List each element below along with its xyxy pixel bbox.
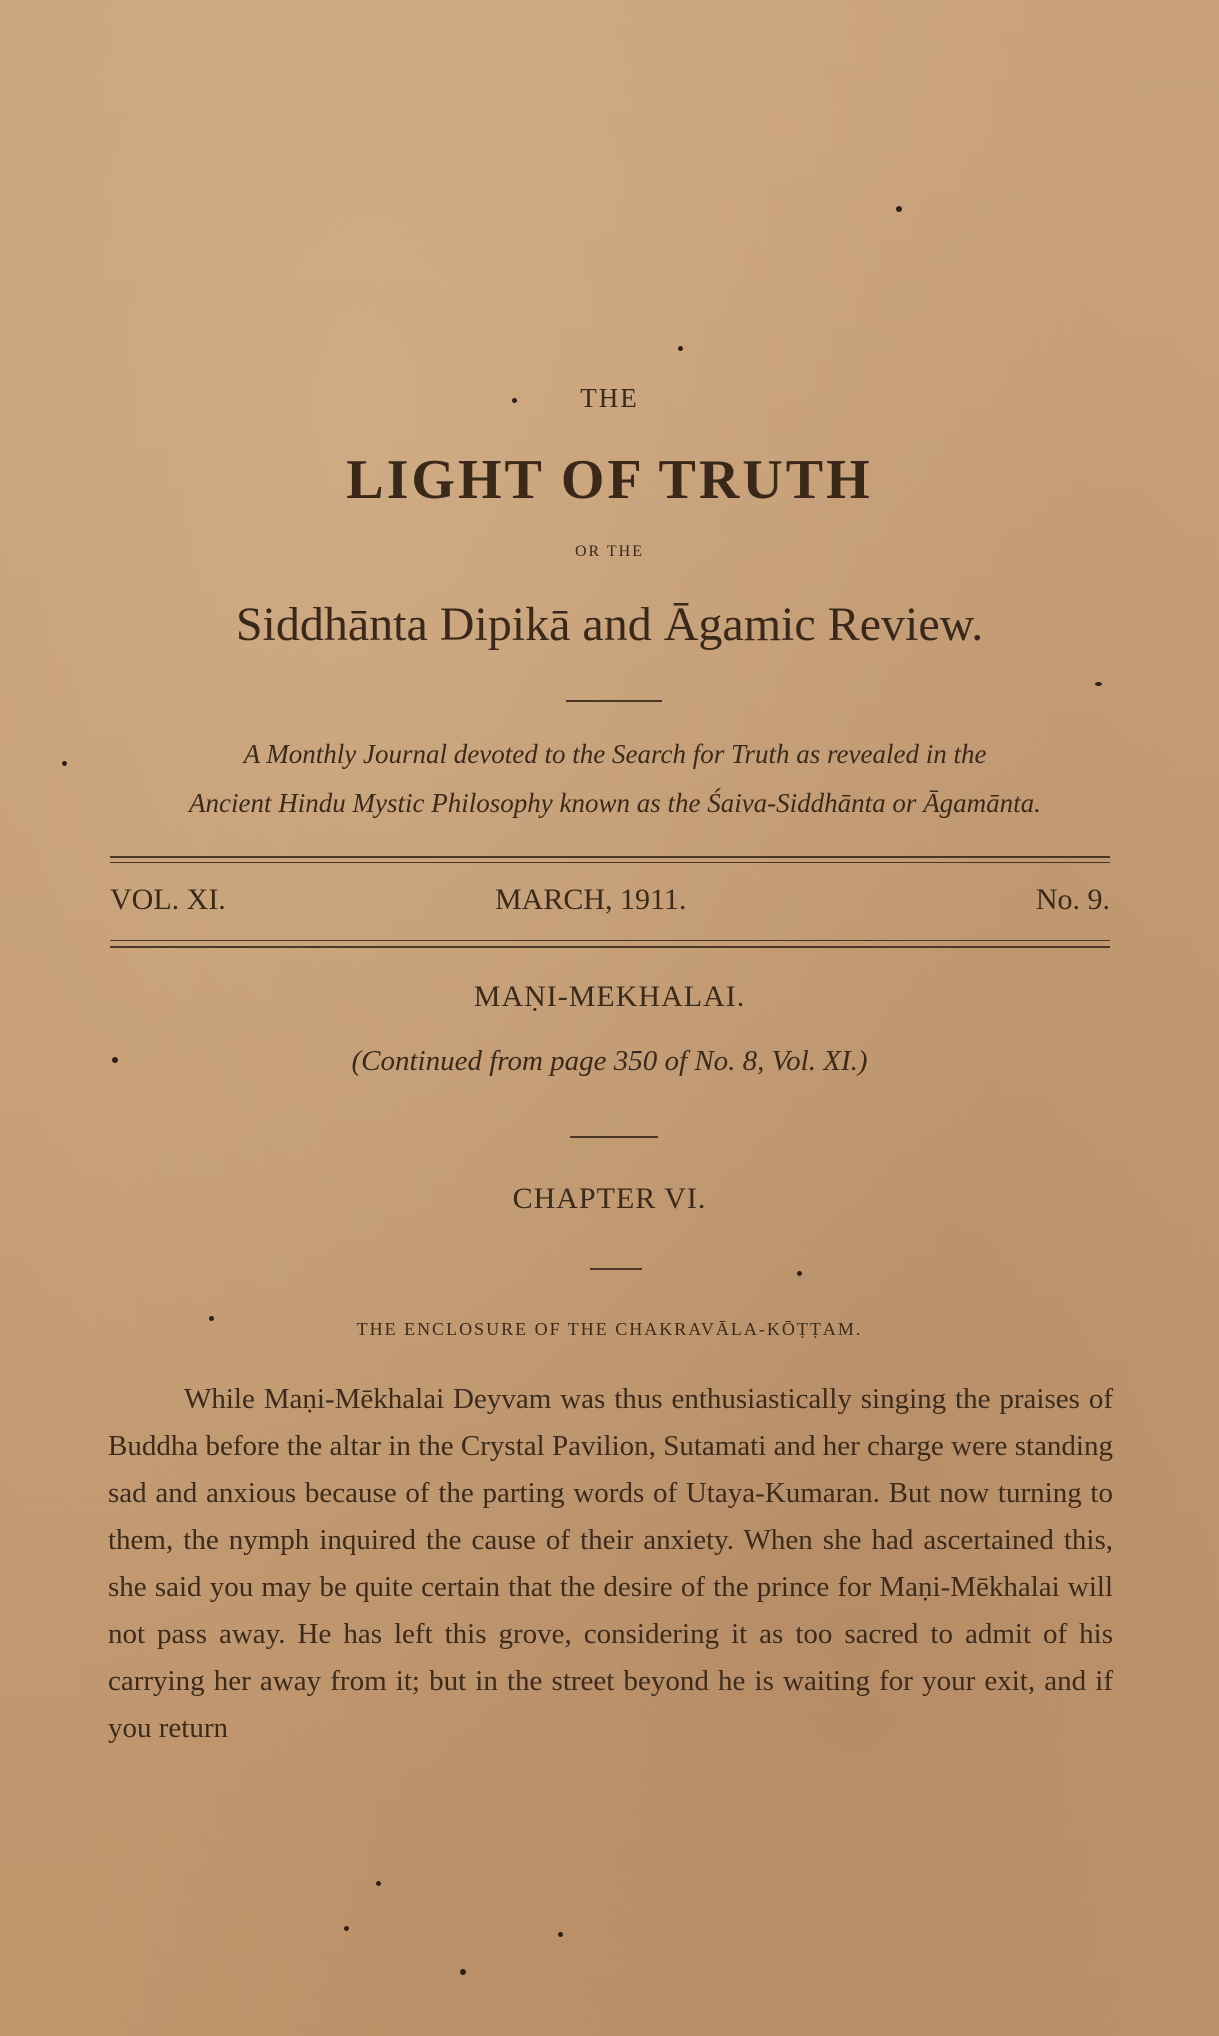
journal-subtitle: Siddhānta Dipikā and Āgamic Review.: [235, 598, 984, 651]
tagline-line-2: Ancient Hindu Mystic Philosophy known as the Śaiva-Siddhānta or Āgamānta.: [189, 788, 1041, 818]
chapter-heading: CHAPTER VI.: [512, 1182, 707, 1215]
ink-speck: [62, 761, 67, 766]
journal-title: LIGHT OF TRUTH: [346, 449, 873, 511]
section-heading: THE ENCLOSURE OF THE CHAKRAVĀLA-KŌṬṬAM.: [356, 1319, 863, 1339]
issue-date: MARCH, 1911.: [495, 883, 687, 916]
ink-speck: [376, 1881, 381, 1886]
issue-rule-top-1: [110, 856, 1110, 858]
issue-rule-bottom-1: [110, 940, 1110, 941]
tagline-line-1: A Monthly Journal devoted to the Search for Truth as revealed in the: [243, 739, 987, 769]
ink-speck: [209, 1316, 214, 1321]
ink-speck: [1095, 682, 1102, 686]
ink-speck: [558, 1932, 563, 1937]
issue-rule-top-2: [110, 862, 1110, 863]
chapter-divider: [590, 1268, 642, 1270]
issue-rule-bottom-2: [110, 946, 1110, 948]
ink-speck: [896, 206, 902, 212]
ink-speck: [112, 1057, 118, 1063]
ink-speck: [678, 346, 683, 351]
volume-label: VOL. XI.: [110, 883, 226, 916]
journal-tagline: [110, 730, 1120, 828]
ink-speck: [512, 398, 517, 403]
article-divider: [570, 1136, 658, 1138]
article-title: MAṆI-MEKHALAI.: [473, 980, 746, 1013]
continuation-note: (Continued from page 350 of No. 8, Vol. XI.): [351, 1045, 868, 1077]
masthead-or-the: OR THE: [574, 543, 645, 560]
ink-speck: [460, 1969, 466, 1975]
masthead-the: THE: [580, 383, 639, 413]
article-body: While Maṇi-Mēkhalai Deyvam was thus enthusiastically singing the praises of Buddha before the altar in the Crystal Pavilion, Sutamati and her charge were standing sad and anxious because of the parting words of Utaya-Kumaran. But now turning to them, the nymph inquired the cause of their anxiety. When she had ascertained this, she said you may be quite certain that the desire of the prince for Maṇi-Mēkhalai will not pass away. He has left this grove, considering it as too sacred to admit of his carrying her away from it; but in the street beyond he is waiting for your exit, and if you return: [108, 1383, 1113, 1744]
issue-number: No. 9.: [1035, 883, 1110, 916]
title-divider: [566, 700, 662, 702]
ink-speck: [797, 1271, 802, 1276]
ink-speck: [344, 1926, 349, 1931]
issue-info-bar: [110, 883, 1110, 927]
